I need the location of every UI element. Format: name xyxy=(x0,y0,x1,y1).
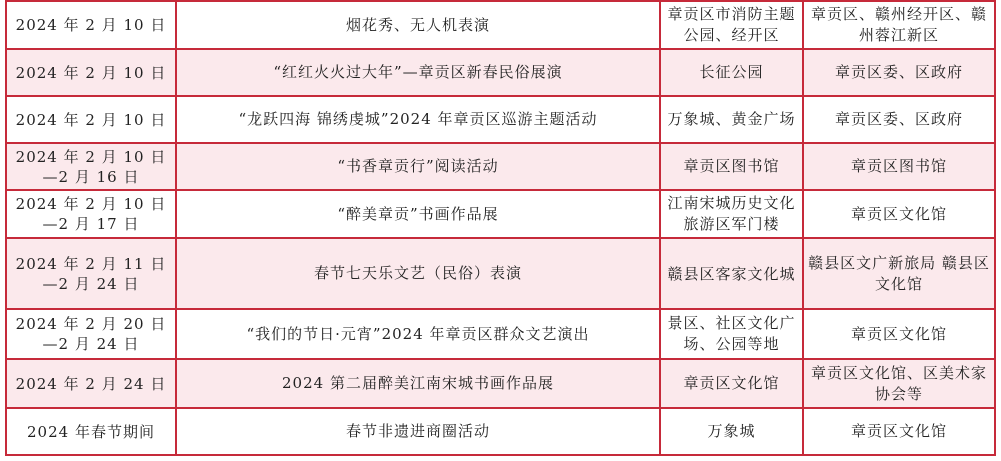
event-name: 春节非遗进商圈活动 xyxy=(176,408,660,455)
event-date: 2024 年 2 月 10 日 xyxy=(6,1,176,49)
event-name: “龙跃四海 锦绣虔城”2024 年章贡区巡游主题活动 xyxy=(176,96,660,143)
event-name: “醉美章贡”书画作品展 xyxy=(176,190,660,238)
event-date: 2024 年 2 月 11 日—2 月 24 日 xyxy=(6,238,176,309)
event-venue: 万象城 xyxy=(660,408,803,455)
event-date: 2024 年 2 月 10 日 xyxy=(6,96,176,143)
event-name: “我们的节日·元宵”2024 年章贡区群众文艺演出 xyxy=(176,309,660,359)
event-venue: 万象城、黄金广场 xyxy=(660,96,803,143)
event-name: 春节七天乐文艺（民俗）表演 xyxy=(176,238,660,309)
event-date: 2024 年 2 月 20 日—2 月 24 日 xyxy=(6,309,176,359)
event-organizer: 章贡区委、区政府 xyxy=(803,49,995,96)
table-row xyxy=(6,408,995,455)
table-row xyxy=(6,190,995,238)
table-row xyxy=(6,49,995,96)
event-venue: 章贡区市消防主题公园、经开区 xyxy=(660,1,803,49)
event-venue: 章贡区图书馆 xyxy=(660,143,803,190)
event-organizer: 章贡区文化馆、区美术家协会等 xyxy=(803,359,995,408)
table-row xyxy=(6,96,995,143)
table-row xyxy=(6,238,995,309)
table-row xyxy=(6,143,995,190)
event-venue: 赣县区客家文化城 xyxy=(660,238,803,309)
event-organizer: 章贡区文化馆 xyxy=(803,190,995,238)
event-date: 2024 年 2 月 24 日 xyxy=(6,359,176,408)
table-row xyxy=(6,309,995,359)
event-organizer: 章贡区图书馆 xyxy=(803,143,995,190)
event-venue: 江南宋城历史文化旅游区军门楼 xyxy=(660,190,803,238)
event-name: “红红火火过大年”—章贡区新春民俗展演 xyxy=(176,49,660,96)
event-date: 2024 年 2 月 10 日—2 月 17 日 xyxy=(6,190,176,238)
event-date: 2024 年 2 月 10 日—2 月 16 日 xyxy=(6,143,176,190)
event-organizer: 赣县区文广新旅局 赣县区文化馆 xyxy=(803,238,995,309)
event-schedule-table-wrapper xyxy=(5,0,996,456)
event-name: 2024 第二届醉美江南宋城书画作品展 xyxy=(176,359,660,408)
event-date: 2024 年 2 月 10 日 xyxy=(6,49,176,96)
event-organizer: 章贡区文化馆 xyxy=(803,408,995,455)
event-organizer: 章贡区、赣州经开区、赣州蓉江新区 xyxy=(803,1,995,49)
event-schedule-table xyxy=(5,0,996,456)
table-row xyxy=(6,359,995,408)
event-venue: 景区、社区文化广场、公园等地 xyxy=(660,309,803,359)
event-venue: 章贡区文化馆 xyxy=(660,359,803,408)
table-row xyxy=(6,1,995,49)
event-name: 烟花秀、无人机表演 xyxy=(176,1,660,49)
event-date: 2024 年春节期间 xyxy=(6,408,176,455)
event-organizer: 章贡区委、区政府 xyxy=(803,96,995,143)
event-organizer: 章贡区文化馆 xyxy=(803,309,995,359)
event-venue: 长征公园 xyxy=(660,49,803,96)
event-name: “书香章贡行”阅读活动 xyxy=(176,143,660,190)
